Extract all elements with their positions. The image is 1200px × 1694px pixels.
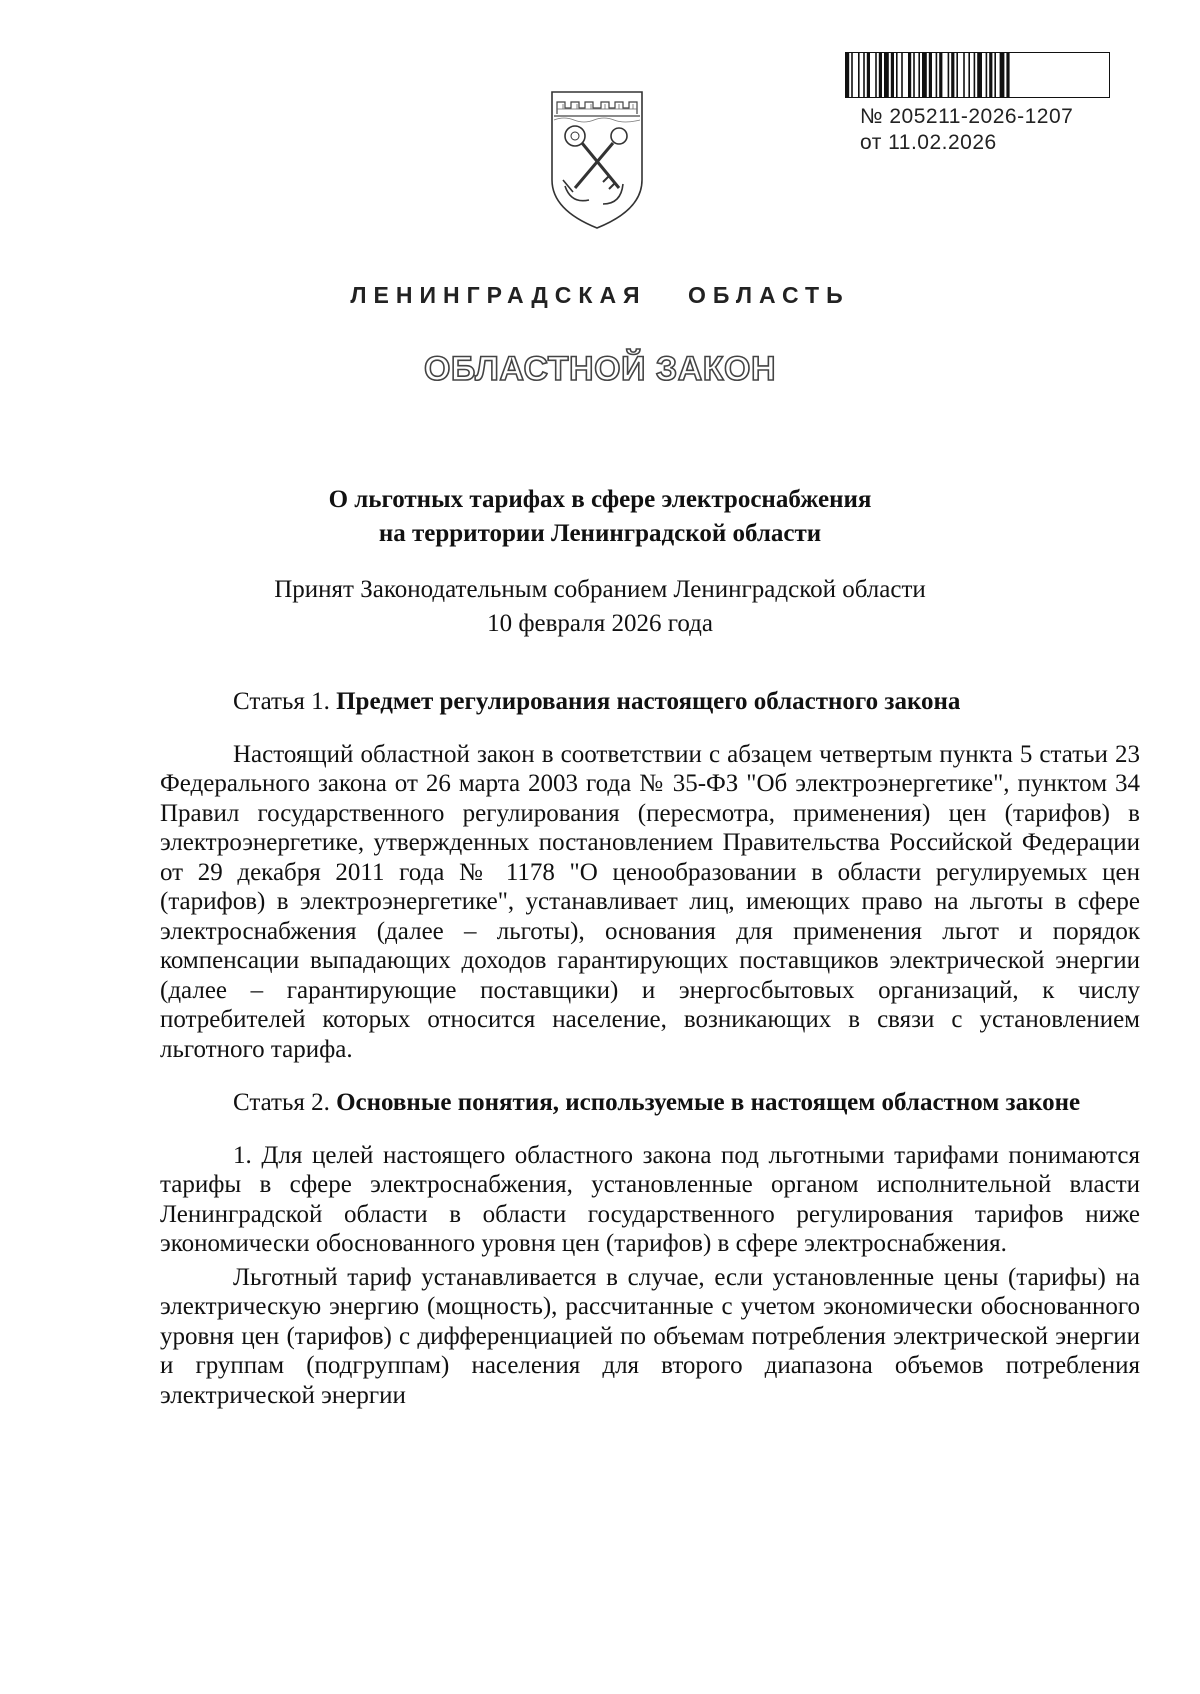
article-2-prefix: Статья 2. xyxy=(233,1089,330,1116)
law-title-line-1: О льготных тарифах в сфере электроснабжения xyxy=(328,486,872,513)
adoption-date: 10 февраля 2026 года xyxy=(487,610,713,637)
barcode-icon xyxy=(845,52,1110,98)
region-name: ЛЕНИНГРАДСКАЯ ОБЛАСТЬ xyxy=(350,282,850,308)
article-2-heading xyxy=(160,1088,1140,1118)
article-1-title: Предмет регулирования настоящего областного закона xyxy=(336,688,961,715)
registration-date: от 11.02.2026 xyxy=(860,131,997,154)
article-2-paragraph-2: Льготный тариф устанавливается в случае, если установленные цены (тарифы) на электрическую энергию (мощность), рассчитанные с учетом экономически обоснованного уровня цен (тарифов) с дифференциацией по объемам потребления электрической энергии и группам (подгруппам) населения для второго диапазона объемов потребления электрической энергии xyxy=(160,1263,1140,1409)
article-2-title: Основные понятия, используемые в настоящем областном законе xyxy=(336,1089,1081,1116)
registration-block xyxy=(860,104,1073,156)
law-title xyxy=(0,483,1200,551)
law-body xyxy=(160,687,1140,1410)
adoption-line-1: Принят Законодательным собранием Ленинградской области xyxy=(274,576,926,603)
coat-of-arms-icon xyxy=(549,88,645,230)
registration-number: № 205211-2026-1207 xyxy=(860,105,1074,128)
article-2-paragraph-1: 1. Для целей настоящего областного закона под льготными тарифами понимаются тарифы в сфере электроснабжения, установленные органом исполнительной власти Ленинградской области в области государственного регулирования тарифов ниже экономически обоснованного уровня цен (тарифов) в сфере электроснабжения. xyxy=(160,1141,1140,1257)
article-1-heading xyxy=(160,687,1140,717)
article-1-prefix: Статья 1. xyxy=(233,688,330,715)
adoption-statement xyxy=(0,573,1200,641)
law-title-line-2: на территории Ленинградской области xyxy=(378,520,822,547)
article-1-text: Настоящий областной закон в соответствии с абзацем четвертым пункта 5 статьи 23 Федерального закона от 26 марта 2003 года № 35-ФЗ "Об электроэнергетике", пунктом 34 Правил государственного регулирования (пересмотра, применения) цен (тарифов) в электроэнергетике, утвержденных постановлением Правительства Российской Федерации от 29 декабря 2011 года № 1178 "О ценообразовании в области регулируемых цен (тарифов) в электроэнергетике", устанавливает лиц, имеющих право на льготы в сфере электроснабжения (далее – льготы), основания для применения льгот и порядок компенсации выпадающих доходов гарантирующих поставщиков электрической энергии (далее – гарантирующие поставщики) и энергосбытовых организаций, к числу потребителей которых относится население, возникающих в связи с установлением льготного тарифа. xyxy=(160,740,1140,1063)
law-type: ОБЛАСТНОЙ ЗАКОН xyxy=(423,350,777,388)
